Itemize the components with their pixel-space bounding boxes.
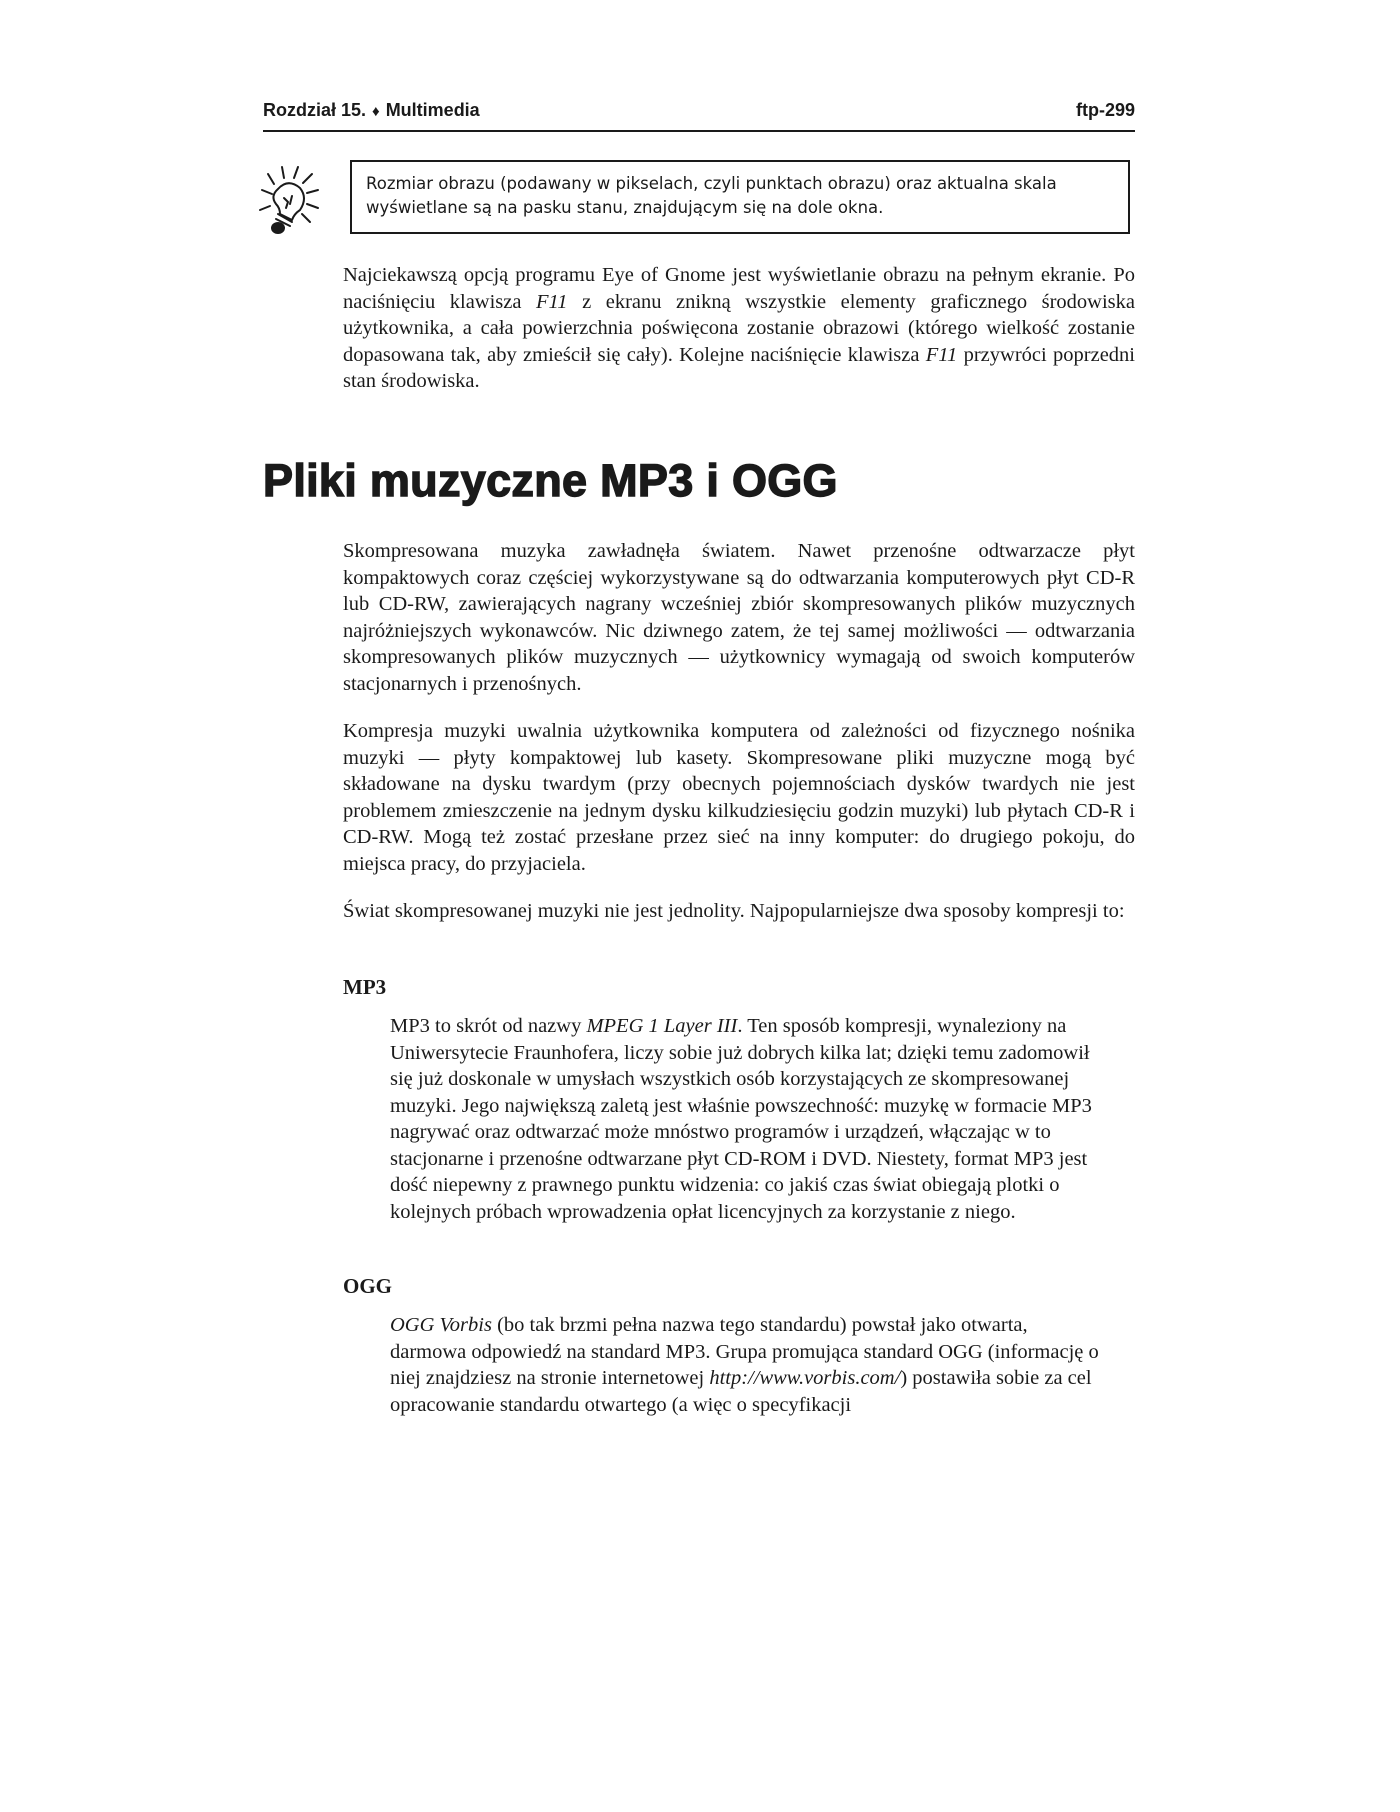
tip-text-line-2: wyświetlane są na pasku stanu, znajdującym się na dole okna. — [366, 198, 884, 217]
emphasis: OGG Vorbis — [390, 1314, 492, 1336]
page-number: ftp-299 — [1075, 100, 1135, 120]
url-link: http://www.vorbis.com/ — [709, 1367, 901, 1389]
paragraph-1: Skompresowana muzyka zawładnęła światem. Nawet przenośne odtwarzacze płyt kompaktowych coraz częściej wykorzystywane są do odtwarzania komputerowych płyt CD-R lub CD-RW, zawierających nagrany wcześniej zbiór skompresowanych plików muzycznych najróżniejszych wykonawców. Nic dziwnego zatem, że tej samej możliwości — odtwarzania skompresowanych plików muzycznych — użytkownicy wymagają od swoich komputerów stacjonarnych i przenośnych. — [343, 540, 1135, 695]
intro-text: Najciekawszą opcją programu Eye of Gnome jest wyświetlanie obrazu na pełnym ekranie. Po naciśnięciu klawisza — [343, 264, 1135, 313]
intro-text: z ekranu znikną wszystkie elementy graficznego środowiska użytkownika, a cała powierzchnia poświęcona zostanie obrazowi (którego wielkość zostanie dopasowana tak, aby zmieścił się cały). Kolejne naciśnięcie klawisza — [343, 290, 1135, 366]
intro-text: przywróci poprzedni stan środowiska. — [343, 343, 1135, 392]
lightbulb-idea-icon — [258, 164, 336, 238]
term-mp3: MP3 — [343, 975, 387, 999]
running-header — [263, 98, 1135, 132]
tip-note — [258, 160, 1138, 240]
diamond-separator-icon: ♦ — [372, 103, 380, 120]
definition-text: . Ten sposób kompresji, wynaleziony na Uniwersytecie Fraunhofera, liczy sobie już dobrych kilka lat; dzięki temu zadomowił się już doskonale w umysłach wszystkich osób korzystających ze skompresowanej muzyki. Jego największą zaletą jest właśnie powszechność: muzykę w formacie MP3 nagrywać oraz odtwarzać może mnóstwo programów i urządzeń, włączając w to stacjonarne i przenośne odtwarzane płyt CD-ROM i DVD. Niestety, format MP3 jest dość niepewny z prawnego punktu widzenia: co jakiś czas świat obiegają plotki o kolejnych próbach wprowadzenia opłat licencyjnych za korzystanie z niego. — [390, 1015, 1092, 1223]
tip-text-line-1: Rozmiar obrazu (podawany w pikselach, czyli punktach obrazu) oraz aktualna skala — [366, 174, 1057, 193]
ogg-definition — [390, 1312, 1102, 1418]
intro-paragraph — [343, 262, 1135, 395]
chapter-number: Rozdział 15. — [263, 100, 367, 120]
paragraph-3: Świat skompresowanej muzyki nie jest jednolity. Najpopularniejsze dwa sposoby kompresji to: — [343, 900, 1125, 922]
paragraph-2: Kompresja muzyki uwalnia użytkownika komputera od zależności od fizycznego nośnika muzyki — płyty kompaktowej lub kasety. Skompresowane pliki muzyczne mogą być składowane na dysku twardym (przy obecnych pojemnościach dysków twardych nie jest problemem zmieszczenie na jednym dysku kilkudziesięciu godzin muzyki) lub płytach CD-R i CD-RW. Mogą też zostać przesłane przez sieć na inny komputer: do drugiego pokoju, do miejsca pracy, do przyjaciela. — [343, 720, 1135, 875]
chapter-topic: Multimedia — [385, 100, 480, 120]
key-name: F11 — [925, 343, 958, 366]
emphasis: MPEG 1 Layer III — [586, 1015, 738, 1037]
definition-text: ) postawiła sobie za cel opracowanie standardu otwartego (a więc o specyfikacji — [390, 1367, 1092, 1416]
key-name: F11 — [536, 290, 568, 313]
mp3-definition — [390, 1013, 1102, 1225]
section-heading: Pliki muzyczne MP3 i OGG — [263, 455, 838, 506]
chapter-label — [263, 100, 480, 121]
definition-text: MP3 to skrót od nazwy — [390, 1015, 587, 1037]
definition-text: (bo tak brzmi pełna nazwa tego standardu) powstał jako otwarta, darmowa odpowiedź na standard MP3. Grupa promująca standard OGG (informację o niej znajdziesz na stronie internetowej — [390, 1314, 1099, 1389]
term-ogg: OGG — [343, 1274, 393, 1298]
tip-box — [350, 160, 1130, 234]
